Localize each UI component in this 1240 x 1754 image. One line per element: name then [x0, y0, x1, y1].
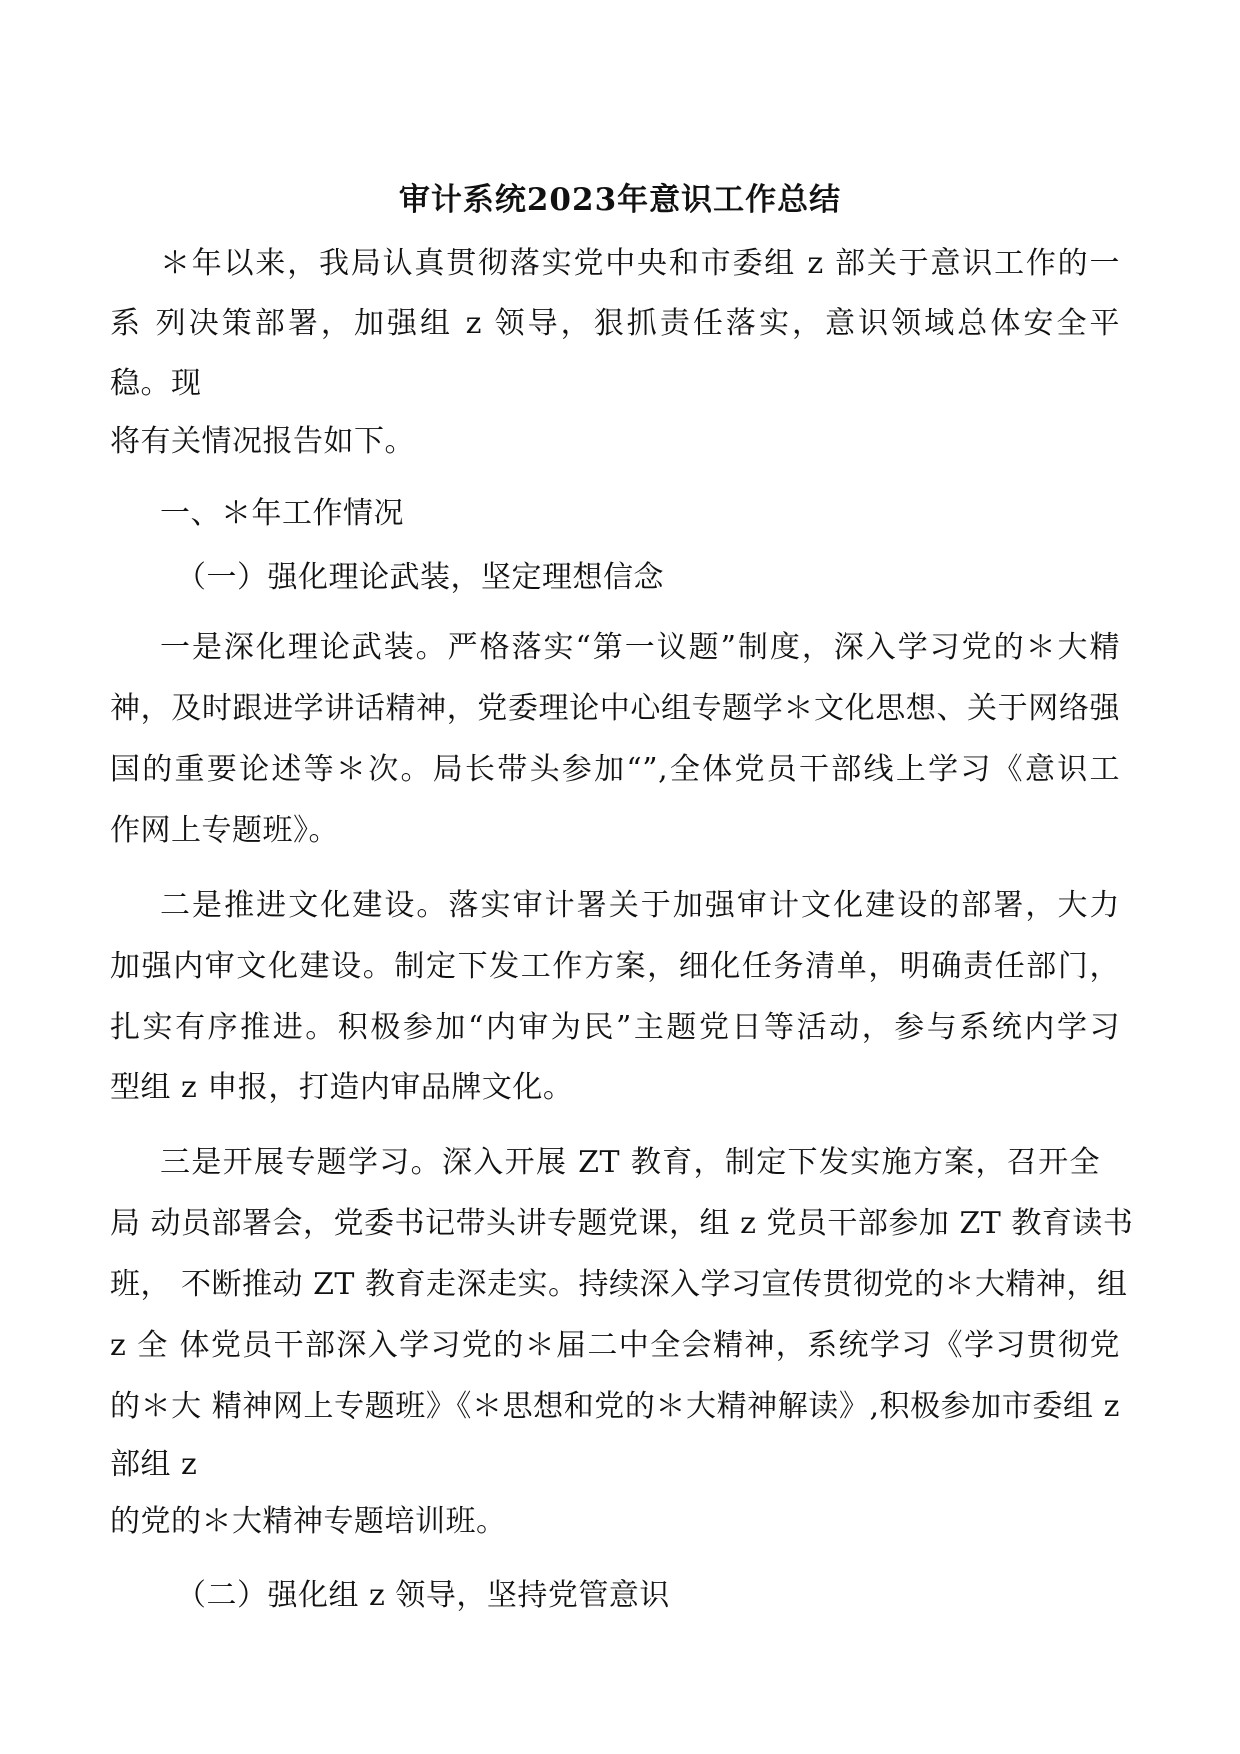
paragraph-line: 局 动员部署会，党委书记带头讲专题党课，组 z 党员干部参加 ZT 教育读书: [110, 1206, 1134, 1241]
paragraph-line: 将有关情况报告如下。: [110, 424, 415, 459]
paragraph-line: 扎实有序推进。积极参加“内审为民”主题党日等活动，参与系统内学习: [110, 1010, 1120, 1045]
section-heading: 一、＊年工作情况: [160, 496, 404, 531]
paragraph-line: 班， 不断推动 ZT 教育走深走实。持续深入学习宣传贯彻党的＊大精神，组: [110, 1267, 1128, 1302]
paragraph-line: z 全 体党员干部深入学习党的＊届二中全会精神，系统学习《学习贯彻党: [110, 1328, 1120, 1363]
paragraph-line: 部组 z: [110, 1447, 198, 1482]
subsection-heading: （一）强化理论武装，坚定理想信念: [176, 560, 664, 595]
paragraph-line: 神，及时跟进学讲话精神，党委理论中心组专题学＊文化思想、关于网络强: [110, 691, 1120, 726]
document-title: 审计系统2023年意识工作总结: [398, 182, 842, 218]
paragraph-line: ＊年以来，我局认真贯彻落实党中央和市委组 z 部关于意识工作的一: [160, 246, 1120, 281]
paragraph-line: 一是深化理论武装。严格落实“第一议题”制度，深入学习党的＊大精: [160, 630, 1120, 665]
paragraph-line: 三是开展专题学习。深入开展 ZT 教育，制定下发实施方案，召开全: [160, 1145, 1100, 1180]
paragraph-line: 稳。现: [110, 366, 202, 401]
paragraph-line: 国的重要论述等＊次。局长带头参加“”,全体党员干部线上学习《意识工: [110, 752, 1120, 787]
paragraph-line: 的党的＊大精神专题培训班。: [110, 1504, 507, 1539]
paragraph-line: 型组 z 申报，打造内审品牌文化。: [110, 1070, 574, 1105]
paragraph-line: 作网上专题班》。: [110, 813, 339, 848]
paragraph-line: 系 列决策部署，加强组 z 领导，狠抓责任落实，意识领域总体安全平: [110, 306, 1120, 341]
subsection-heading: （二）强化组 z 领导，坚持党管意识: [176, 1578, 670, 1613]
paragraph-line: 二是推进文化建设。落实审计署关于加强审计文化建设的部署，大力: [160, 888, 1120, 923]
paragraph-line: 加强内审文化建设。制定下发工作方案，细化任务清单，明确责任部门，: [110, 949, 1120, 984]
paragraph-line: 的＊大 精神网上专题班》《＊思想和党的＊大精神解读》,积极参加市委组 z: [110, 1389, 1120, 1424]
